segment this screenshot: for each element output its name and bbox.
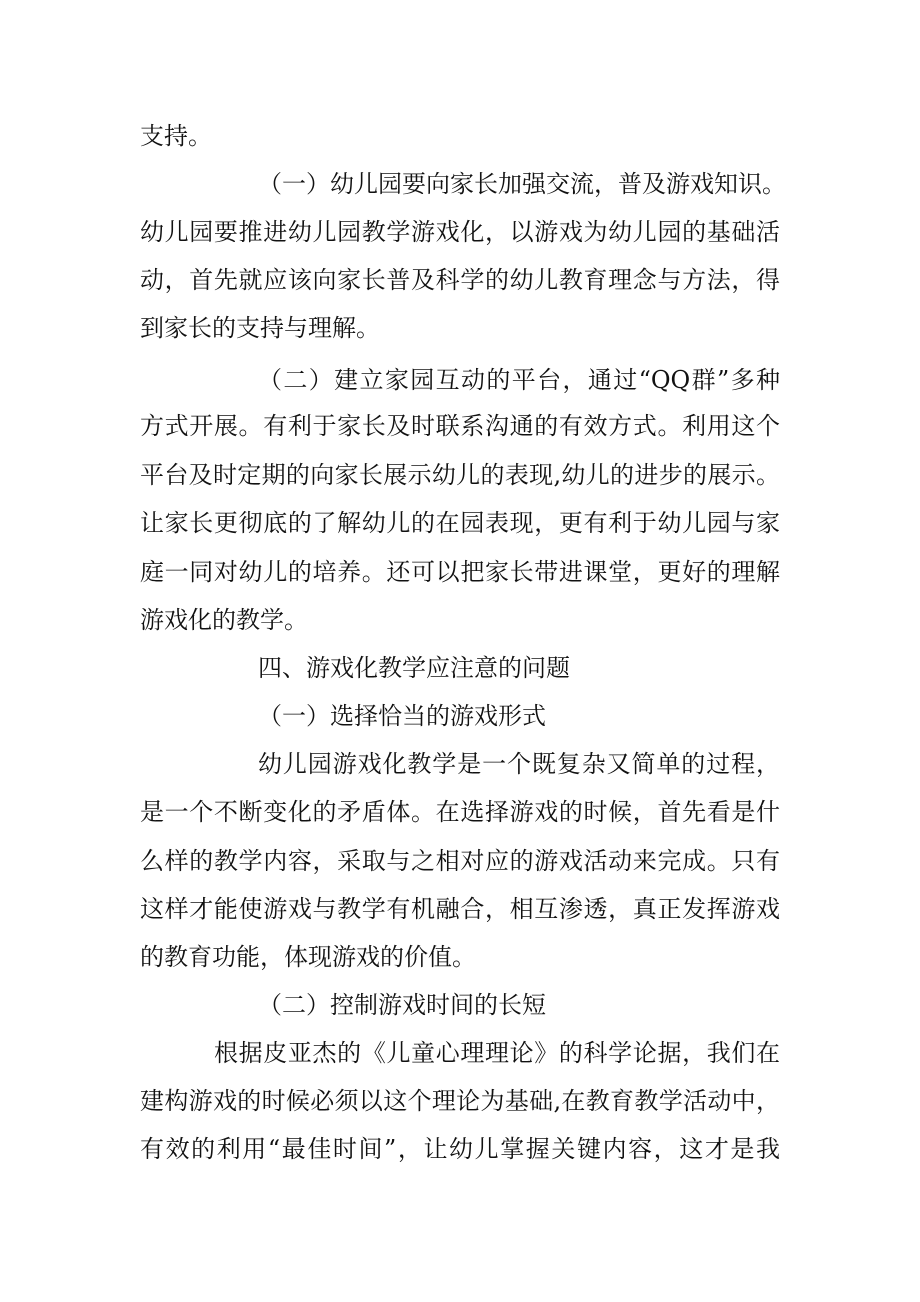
subsection-heading: （二）控制游戏时间的长短 xyxy=(258,991,546,1019)
text-line: 的教育功能，体现游戏的价值。 xyxy=(140,943,476,971)
text-line: （二）建立家园互动的平台，通过“QQ群”多种 xyxy=(258,366,780,394)
text-line: 幼儿园游戏化教学是一个既复杂又简单的过程， xyxy=(258,750,780,778)
text-line: 动，首先就应该向家长普及科学的幼儿教育理念与方法，得 xyxy=(140,266,780,294)
text-line: 有效的利用“最佳时间”，让幼儿掌握关键内容，这才是我 xyxy=(140,1135,780,1163)
text-line: 庭一同对幼儿的培养。还可以把家长带进课堂，更好的理解 xyxy=(140,558,780,586)
text-line: 让家长更彻底的了解幼儿的在园表现，更有利于幼儿园与家 xyxy=(140,509,780,537)
text-line: 根据皮亚杰的《儿童心理理论》的科学论据，我们在 xyxy=(214,1039,780,1067)
text-line: 建构游戏的时候必须以这个理论为基础,在教育教学活动中， xyxy=(140,1087,780,1115)
text-line: 支持。 xyxy=(140,122,212,150)
text-line: 是一个不断变化的矛盾体。在选择游戏的时候，首先看是什 xyxy=(140,798,780,826)
subsection-heading: （一）选择恰当的游戏形式 xyxy=(258,702,546,730)
text-line: 这样才能使游戏与教学有机融合，相互渗透，真正发挥游戏 xyxy=(140,895,780,923)
text-line: 幼儿园要推进幼儿园教学游戏化，以游戏为幼儿园的基础活 xyxy=(140,218,780,246)
text-line: 么样的教学内容，采取与之相对应的游戏活动来完成。只有 xyxy=(140,847,780,875)
text-line: 到家长的支持与理解。 xyxy=(140,314,380,342)
text-line: 游戏化的教学。 xyxy=(140,606,308,634)
text-line: （一）幼儿园要向家长加强交流，普及游戏知识。 xyxy=(258,170,786,198)
text-line: 平台及时定期的向家长展示幼儿的表现,幼儿的进步的展示。 xyxy=(140,461,780,489)
text-line: 方式开展。有利于家长及时联系沟通的有效方式。利用这个 xyxy=(140,412,780,440)
section-heading: 四、游戏化教学应注意的问题 xyxy=(258,654,570,682)
